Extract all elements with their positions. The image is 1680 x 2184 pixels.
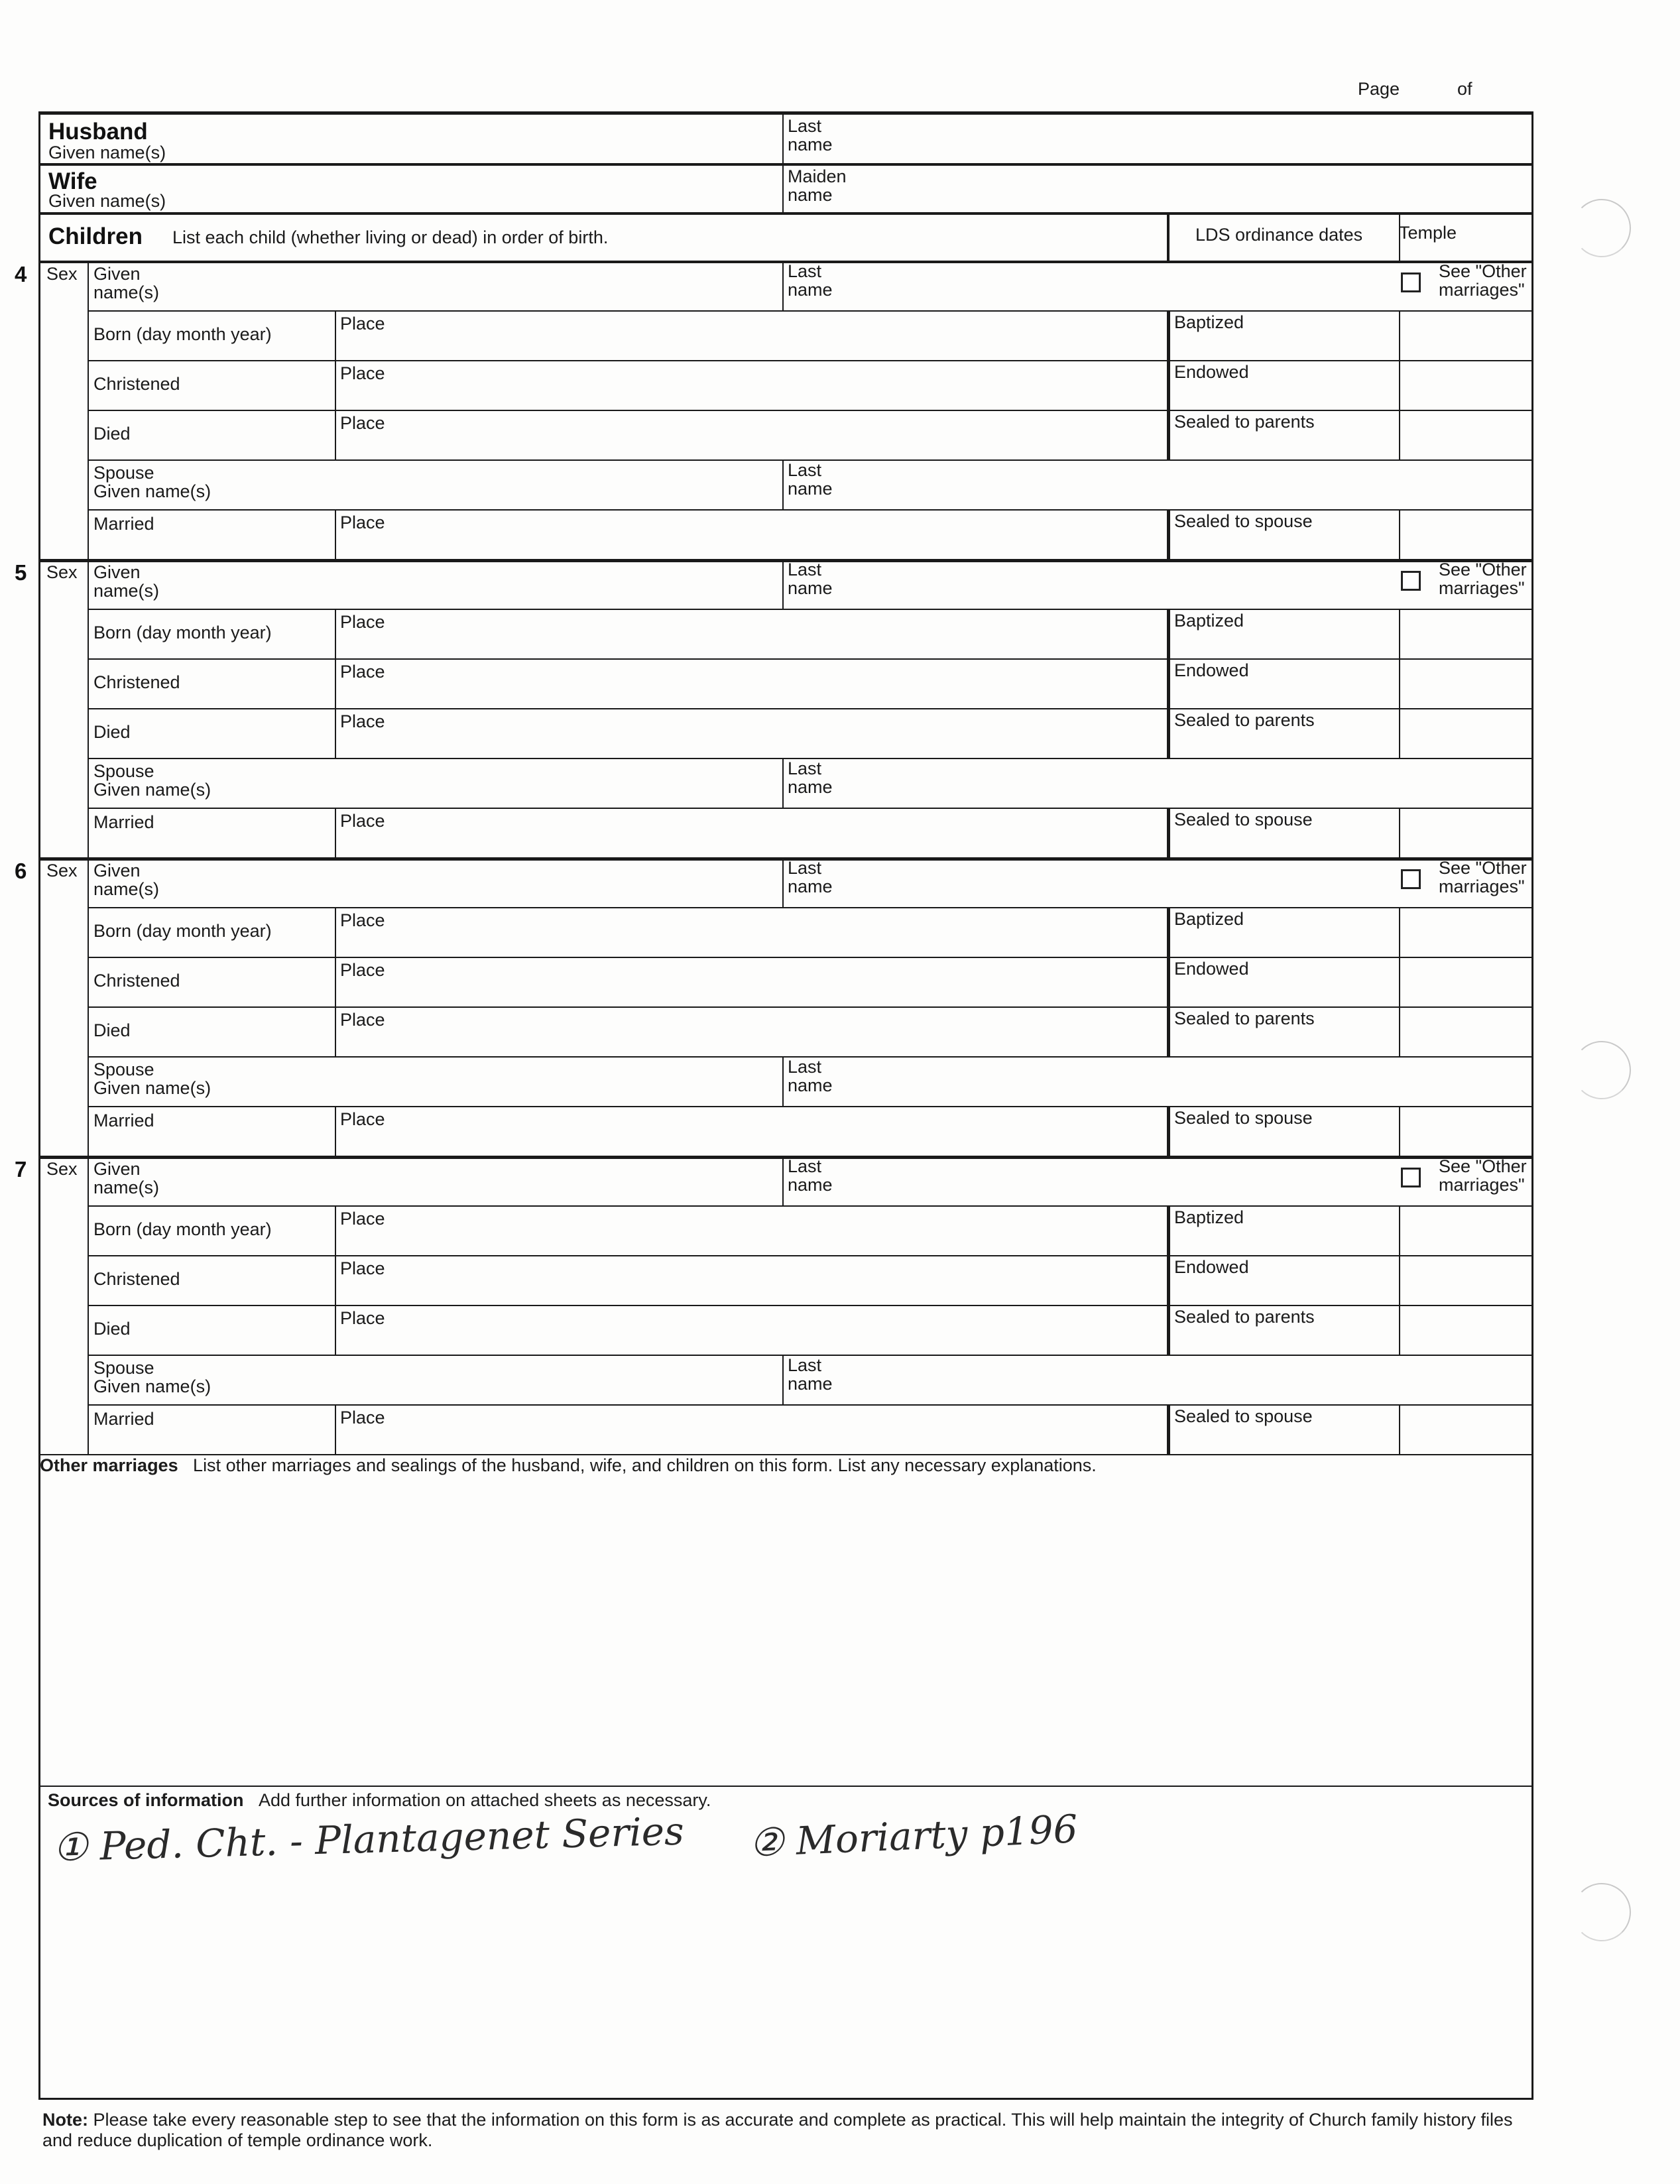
sealed-parents-date-field[interactable]: [1170, 708, 1398, 758]
born-date-field[interactable]: [89, 609, 334, 658]
endowed-label: Endowed: [1174, 660, 1249, 680]
endowed-date-field[interactable]: [1170, 360, 1398, 410]
note-title: Note:: [42, 2110, 88, 2130]
children-title: Children: [48, 223, 143, 249]
husband-last-label: Last name: [788, 116, 833, 154]
married-label: Married: [93, 514, 154, 534]
christened-place-field[interactable]: [336, 1255, 1166, 1305]
wife-maiden-field[interactable]: [784, 164, 1530, 212]
christened-place-field[interactable]: [336, 360, 1166, 410]
endowed-label: Endowed: [1174, 1257, 1249, 1277]
child-given-name-field[interactable]: [89, 857, 781, 907]
died-place-field[interactable]: [336, 1305, 1166, 1355]
place-label: Place: [340, 413, 385, 433]
spouse-label: Spouse Given name(s): [93, 463, 211, 501]
baptized-label: Baptized: [1174, 1207, 1244, 1227]
sex-field[interactable]: [41, 857, 86, 907]
place-label: Place: [340, 1308, 385, 1328]
died-place-field[interactable]: [336, 1006, 1166, 1056]
born-date-field[interactable]: [89, 907, 334, 957]
endowed-temple-field[interactable]: [1400, 957, 1531, 1006]
place-label: Place: [340, 363, 385, 383]
child-last-name-field[interactable]: [784, 857, 1394, 907]
died-date-field[interactable]: [89, 1006, 334, 1056]
of-label: of: [1457, 79, 1472, 99]
place-label: Place: [340, 1408, 385, 1427]
died-label: Died: [93, 722, 131, 742]
sealed-parents-date-field[interactable]: [1170, 1305, 1398, 1355]
spouse-last-name-field[interactable]: [784, 1355, 1531, 1404]
page-label: Page: [1358, 79, 1400, 99]
sealed-to-spouse-label: Sealed to spouse: [1174, 1108, 1313, 1128]
christened-place-field[interactable]: [336, 957, 1166, 1006]
rule-line: [38, 2098, 1533, 2100]
baptized-temple-field[interactable]: [1400, 907, 1531, 957]
sealed-to-spouse-temple-field[interactable]: [1400, 1404, 1531, 1454]
died-date-field[interactable]: [89, 1305, 334, 1355]
child-number-5: 5: [15, 560, 27, 585]
binder-hole-bottom: [1573, 1883, 1631, 1941]
sealed-to-spouse-temple-field[interactable]: [1400, 808, 1531, 857]
sealed-to-spouse-date-field[interactable]: [1170, 808, 1398, 857]
other-marriages-field[interactable]: [41, 1485, 1530, 1782]
christened-label: Christened: [93, 971, 180, 991]
sealed-parents-label: Sealed to parents: [1174, 710, 1315, 730]
christened-date-field[interactable]: [89, 1255, 334, 1305]
husband-given-field[interactable]: [41, 114, 782, 163]
sealed-to-spouse-label: Sealed to spouse: [1174, 1406, 1313, 1426]
place-label: Place: [340, 1010, 385, 1030]
spouse-given-name-field[interactable]: [89, 758, 781, 808]
see-other-marriages-checkbox[interactable]: [1401, 869, 1421, 889]
christened-label: Christened: [93, 374, 180, 394]
place-label: Place: [340, 910, 385, 930]
christened-date-field[interactable]: [89, 957, 334, 1006]
see-other-marriages-label: See "Other marriages": [1439, 261, 1527, 300]
spouse-last-name-label: Last name: [788, 1355, 833, 1394]
sealed-parents-label: Sealed to parents: [1174, 1307, 1315, 1327]
given-name-label: Given name(s): [93, 264, 160, 302]
spouse-last-name-field[interactable]: [784, 758, 1531, 808]
endowed-label: Endowed: [1174, 959, 1249, 979]
sealed-parents-date-field[interactable]: [1170, 410, 1398, 459]
spouse-label: Spouse Given name(s): [93, 761, 211, 800]
sealed-to-spouse-date-field[interactable]: [1170, 1404, 1398, 1454]
died-date-field[interactable]: [89, 708, 334, 758]
sex-field[interactable]: [41, 559, 86, 609]
endowed-date-field[interactable]: [1170, 957, 1398, 1006]
child-number-7: 7: [15, 1157, 27, 1182]
sources-section: [48, 1790, 711, 1811]
sealed-to-spouse-label: Sealed to spouse: [1174, 511, 1313, 531]
married-place-field[interactable]: [336, 808, 1166, 857]
binder-hole-middle: [1573, 1041, 1631, 1099]
married-date-field[interactable]: [89, 1404, 334, 1454]
baptized-date-field[interactable]: [1170, 310, 1398, 360]
married-place-field[interactable]: [336, 1404, 1166, 1454]
christened-label: Christened: [93, 672, 180, 692]
children-instruction: List each child (whether living or dead) in order of birth.: [172, 227, 609, 247]
last-name-label: Last name: [788, 858, 833, 896]
place-label: Place: [340, 612, 385, 632]
born-place-field[interactable]: [336, 609, 1166, 658]
lds-ordinance-dates-label: LDS ordinance dates: [1195, 225, 1363, 245]
rule-line: [38, 111, 40, 2098]
handwritten-source-2: ② Moriarty p196: [748, 1806, 1079, 1866]
endowed-temple-field[interactable]: [1400, 360, 1531, 410]
christened-place-field[interactable]: [336, 658, 1166, 708]
baptized-date-field[interactable]: [1170, 907, 1398, 957]
married-date-field[interactable]: [89, 808, 334, 857]
see-other-marriages-label: See "Other marriages": [1439, 560, 1527, 598]
died-label: Died: [93, 1020, 131, 1040]
born-place-field[interactable]: [336, 1205, 1166, 1255]
spouse-label: Spouse Given name(s): [93, 1060, 211, 1098]
born-label: Born (day month year): [93, 324, 272, 344]
place-label: Place: [340, 1258, 385, 1278]
husband-last-field[interactable]: [784, 114, 1530, 163]
died-date-field[interactable]: [89, 410, 334, 459]
sex-label: Sex: [46, 562, 78, 582]
married-label: Married: [93, 1111, 154, 1130]
baptized-label: Baptized: [1174, 312, 1244, 332]
spouse-last-name-label: Last name: [788, 758, 833, 797]
sources-field[interactable]: [41, 1817, 1530, 2095]
place-label: Place: [340, 513, 385, 532]
place-label: Place: [340, 711, 385, 731]
sex-field[interactable]: [41, 261, 86, 310]
sources-title: Sources of information: [48, 1790, 244, 1810]
husband-given-label: Given name(s): [48, 143, 166, 162]
rule-line: [38, 212, 1533, 215]
other-marriages-instruction: List other marriages and sealings of the husband, wife, and children on this form. List any necessary explanations.: [193, 1455, 1097, 1475]
last-name-label: Last name: [788, 560, 833, 598]
wife-maiden-label: Maiden name: [788, 166, 847, 205]
married-date-field[interactable]: [89, 509, 334, 559]
married-label: Married: [93, 1409, 154, 1429]
married-place-field[interactable]: [336, 1106, 1166, 1156]
note-section: [42, 2110, 1521, 2151]
child-number-6: 6: [15, 859, 27, 883]
sealed-parents-label: Sealed to parents: [1174, 412, 1315, 432]
endowed-date-field[interactable]: [1170, 658, 1398, 708]
place-label: Place: [340, 1209, 385, 1229]
died-place-field[interactable]: [336, 708, 1166, 758]
sex-label: Sex: [46, 1159, 78, 1179]
baptized-date-field[interactable]: [1170, 609, 1398, 658]
child-number-4: 4: [15, 262, 27, 286]
wife-given-label: Given name(s): [48, 191, 166, 211]
note-text: Please take every reasonable step to see that the information on this form is as accurate and complete as practical. This will help maintain the integrity of Church family history files and reduce duplication of temple ordinance work.: [42, 2110, 1513, 2150]
sources-instruction: Add further information on attached sheets as necessary.: [258, 1790, 711, 1810]
place-label: Place: [340, 662, 385, 682]
sex-label: Sex: [46, 264, 78, 284]
baptized-label: Baptized: [1174, 909, 1244, 929]
sealed-to-spouse-date-field[interactable]: [1170, 1106, 1398, 1156]
wife-given-field[interactable]: [41, 164, 782, 212]
sealed-parents-temple-field[interactable]: [1400, 708, 1531, 758]
married-label: Married: [93, 812, 154, 832]
born-place-field[interactable]: [336, 907, 1166, 957]
see-other-marriages-checkbox[interactable]: [1401, 1168, 1421, 1187]
other-marriages-section: [40, 1455, 1097, 1476]
born-place-field[interactable]: [336, 310, 1166, 360]
christened-date-field[interactable]: [89, 360, 334, 410]
last-name-label: Last name: [788, 1156, 833, 1195]
baptized-temple-field[interactable]: [1400, 1205, 1531, 1255]
see-other-marriages-label: See "Other marriages": [1439, 1156, 1527, 1195]
endowed-temple-field[interactable]: [1400, 1255, 1531, 1305]
born-label: Born (day month year): [93, 921, 272, 941]
born-label: Born (day month year): [93, 1219, 272, 1239]
sealed-parents-temple-field[interactable]: [1400, 1305, 1531, 1355]
spouse-last-name-field[interactable]: [784, 1056, 1531, 1106]
sealed-to-spouse-date-field[interactable]: [1170, 509, 1398, 559]
see-other-marriages-label: See "Other marriages": [1439, 858, 1527, 896]
spouse-given-name-field[interactable]: [89, 459, 781, 509]
died-place-field[interactable]: [336, 410, 1166, 459]
wife-title: Wife: [48, 168, 97, 194]
child-last-name-field[interactable]: [784, 559, 1394, 609]
born-date-field[interactable]: [89, 310, 334, 360]
child-last-name-field[interactable]: [784, 261, 1394, 310]
handwritten-source-1: ① Ped. Cht. - Plantagenet Series: [52, 1808, 685, 1870]
given-name-label: Given name(s): [93, 861, 160, 899]
baptized-label: Baptized: [1174, 611, 1244, 631]
binder-hole-top: [1573, 199, 1631, 257]
sealed-to-spouse-temple-field[interactable]: [1400, 509, 1531, 559]
sex-label: Sex: [46, 861, 78, 880]
spouse-last-name-label: Last name: [788, 460, 833, 499]
born-date-field[interactable]: [89, 1205, 334, 1255]
christened-label: Christened: [93, 1269, 180, 1289]
spouse-given-name-field[interactable]: [89, 1355, 781, 1404]
sealed-parents-label: Sealed to parents: [1174, 1008, 1315, 1028]
rule-line: [38, 1786, 1533, 1787]
see-other-marriages-checkbox[interactable]: [1401, 571, 1421, 591]
other-marriages-title: Other marriages: [40, 1455, 178, 1475]
endowed-date-field[interactable]: [1170, 1255, 1398, 1305]
place-label: Place: [340, 1109, 385, 1129]
child-given-name-field[interactable]: [89, 559, 781, 609]
place-label: Place: [340, 960, 385, 980]
child-given-name-field[interactable]: [89, 261, 781, 310]
spouse-last-name-label: Last name: [788, 1057, 833, 1095]
christened-date-field[interactable]: [89, 658, 334, 708]
see-other-marriages-checkbox[interactable]: [1401, 273, 1421, 292]
sealed-parents-date-field[interactable]: [1170, 1006, 1398, 1056]
baptized-date-field[interactable]: [1170, 1205, 1398, 1255]
baptized-temple-field[interactable]: [1400, 609, 1531, 658]
given-name-label: Given name(s): [93, 562, 160, 601]
married-place-field[interactable]: [336, 509, 1166, 559]
died-label: Died: [93, 424, 131, 444]
rule-line: [1167, 212, 1170, 261]
last-name-label: Last name: [788, 261, 833, 300]
child-last-name-field[interactable]: [784, 1156, 1394, 1205]
sealed-to-spouse-temple-field[interactable]: [1400, 1106, 1531, 1156]
sealed-to-spouse-label: Sealed to spouse: [1174, 810, 1313, 829]
endowed-temple-field[interactable]: [1400, 658, 1531, 708]
place-label: Place: [340, 314, 385, 334]
sealed-parents-temple-field[interactable]: [1400, 410, 1531, 459]
baptized-temple-field[interactable]: [1400, 310, 1531, 360]
sealed-parents-temple-field[interactable]: [1400, 1006, 1531, 1056]
spouse-label: Spouse Given name(s): [93, 1358, 211, 1396]
endowed-label: Endowed: [1174, 362, 1249, 382]
given-name-label: Given name(s): [93, 1159, 160, 1197]
died-label: Died: [93, 1319, 131, 1339]
spouse-given-name-field[interactable]: [89, 1056, 781, 1106]
married-date-field[interactable]: [89, 1106, 334, 1156]
child-given-name-field[interactable]: [89, 1156, 781, 1205]
husband-title: Husband: [48, 119, 148, 145]
temple-label: Temple: [1399, 223, 1457, 243]
place-label: Place: [340, 811, 385, 831]
sex-field[interactable]: [41, 1156, 86, 1205]
spouse-last-name-field[interactable]: [784, 459, 1531, 509]
born-label: Born (day month year): [93, 623, 272, 642]
